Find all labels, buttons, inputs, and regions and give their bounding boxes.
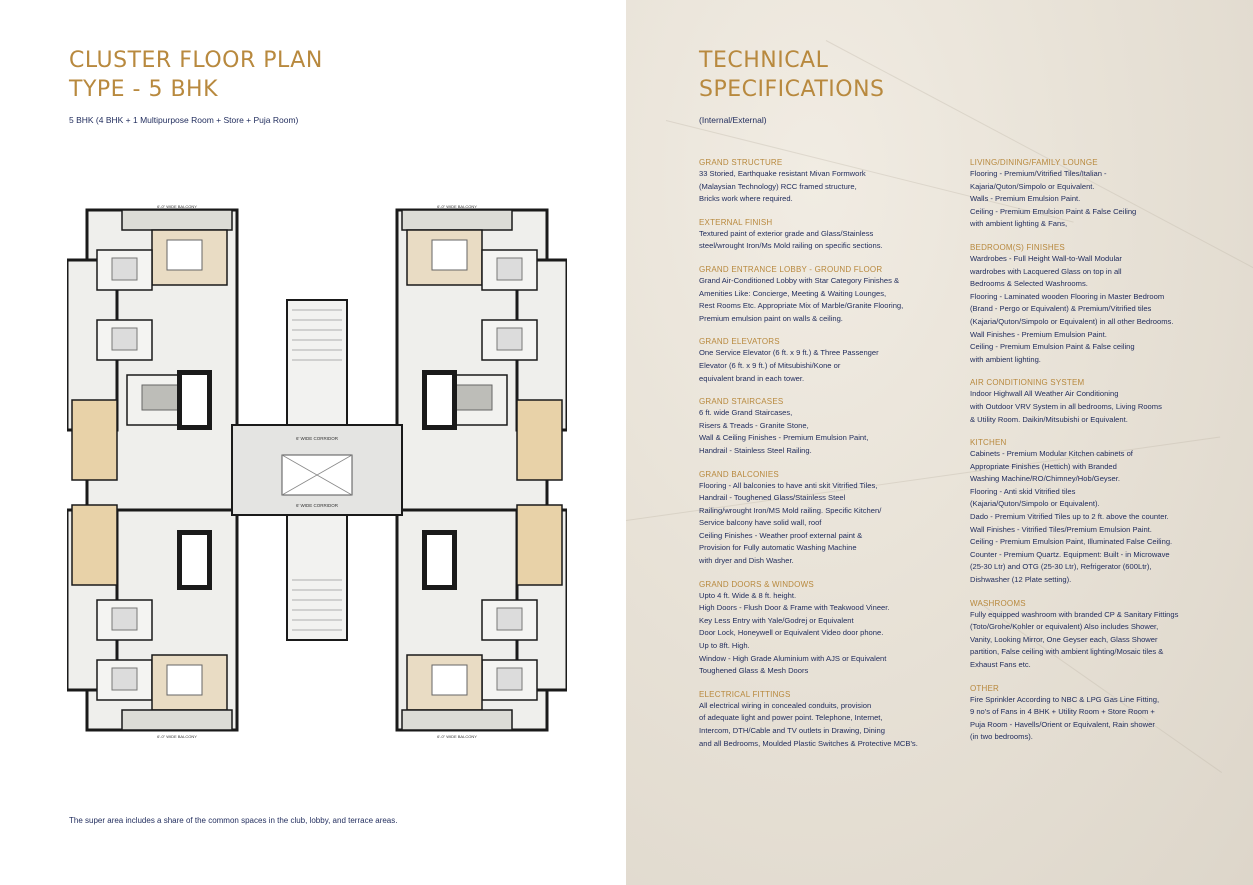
spec-section-living-dining-family-lounge bbox=[970, 158, 1210, 231]
floor-plan-title bbox=[69, 46, 323, 104]
spec-section-air-conditioning-system bbox=[970, 378, 1210, 426]
spec-line: of adequate light and power point. Telephone, Internet, bbox=[699, 713, 883, 723]
spec-column-right bbox=[970, 158, 1210, 756]
spec-line: Vanity, Looking Mirror, One Geyser each, Glass Shower bbox=[970, 634, 1158, 644]
spec-line: Service balcony have solid wall, roof bbox=[699, 518, 822, 528]
spec-line: Bricks work where required. bbox=[699, 194, 793, 204]
spec-line: Dado - Premium Vitrified Tiles up to 2 ft. above the counter. bbox=[970, 512, 1169, 522]
spec-line: Walls - Premium Emulsion Paint. bbox=[970, 194, 1081, 204]
spec-section-grand-entrance-lobby-ground-floor bbox=[699, 265, 939, 325]
unit-bottom-right bbox=[397, 505, 567, 730]
spec-line: Grand Air-Conditioned Lobby with Star Category Finishes & bbox=[699, 275, 900, 285]
spec-heading: GRAND ENTRANCE LOBBY - GROUND FLOOR bbox=[699, 264, 883, 274]
spec-line: Wardrobes - Full Height Wall-to-Wall Modular bbox=[970, 253, 1122, 263]
technical-subtitle: (Internal/External) bbox=[699, 115, 767, 125]
spec-line: Counter - Premium Quartz. Equipment: Built - in Microwave bbox=[970, 549, 1170, 559]
spec-section-bedroom-s-finishes bbox=[970, 243, 1210, 366]
spec-heading: AIR CONDITIONING SYSTEM bbox=[970, 378, 1085, 388]
spec-line: & Utility Room. Daikin/Mitsubishi or Equivalent. bbox=[970, 414, 1128, 424]
spec-section-other bbox=[970, 684, 1210, 744]
spec-line: with ambient lighting. bbox=[970, 354, 1041, 364]
spec-line: All electrical wiring in concealed conduits, provision bbox=[699, 700, 872, 710]
technical-title-line1: TECHNICAL bbox=[699, 48, 829, 73]
spec-heading: OTHER bbox=[970, 683, 999, 693]
spec-line: Cabinets - Premium Modular Kitchen cabinets of bbox=[970, 449, 1133, 459]
spec-line: equivalent brand in each tower. bbox=[699, 373, 805, 383]
spec-line: Ceiling - Premium Emulsion Paint & False Ceiling bbox=[970, 206, 1137, 216]
spec-line: (Kajaria/Quton/Simpolo or Equivalent). bbox=[970, 499, 1100, 509]
spec-section-electrical-fittings bbox=[699, 690, 939, 750]
spec-section-grand-structure bbox=[699, 158, 939, 206]
spec-line: Ceiling Finishes - Weather proof external paint & bbox=[699, 530, 863, 540]
spec-column-left bbox=[699, 158, 939, 762]
spec-heading: GRAND STAIRCASES bbox=[699, 397, 784, 407]
spec-heading: GRAND ELEVATORS bbox=[699, 337, 780, 347]
spec-line: Risers & Treads - Granite Stone, bbox=[699, 420, 809, 430]
spec-line: Handrail - Stainless Steel Railing. bbox=[699, 445, 812, 455]
spec-line: with ambient lighting & Fans, bbox=[970, 219, 1068, 229]
spec-line: with dryer and Dish Washer. bbox=[699, 556, 794, 566]
spec-line: Window - High Grade Aluminium with AJS or Equivalent bbox=[699, 653, 887, 663]
spec-line: Elevator (6 ft. x 9 ft.) of Mitsubishi/Kone or bbox=[699, 360, 841, 370]
spec-line: Key Less Entry with Yale/Godrej or Equivalent bbox=[699, 615, 854, 625]
spec-line: Upto 4 ft. Wide & 8 ft. height. bbox=[699, 590, 797, 600]
spec-line: Kajaria/Quton/Simpolo or Equivalent. bbox=[970, 181, 1095, 191]
balcony-label-top-left: 6'-0" WIDE BALCONY bbox=[157, 204, 197, 209]
spec-line: wardrobes with Lacquered Glass on top in all bbox=[970, 266, 1122, 276]
spec-section-washrooms bbox=[970, 599, 1210, 672]
technical-title bbox=[699, 46, 885, 104]
technical-specifications-page bbox=[626, 0, 1253, 885]
spec-line: Intercom, DTH/Cable and TV outlets in Drawing, Dining bbox=[699, 726, 885, 735]
spec-line: (in two bedrooms). bbox=[970, 732, 1033, 742]
super-area-footnote: The super area includes a share of the common spaces in the club, lobby, and terrace areas. bbox=[69, 816, 398, 825]
spec-line: Bedrooms & Selected Washrooms. bbox=[970, 279, 1088, 289]
spec-line: steel/wrought Iron/Ms Mold railing on specific sections. bbox=[699, 241, 883, 251]
spec-line: Fire Sprinkler According to NBC & LPG Gas Line Fitting, bbox=[970, 694, 1160, 704]
corridor-label-bottom: 6' WIDE CORRIDOR bbox=[295, 503, 339, 508]
spec-line: Puja Room - Havells/Orient or Equivalent, Rain shower bbox=[970, 719, 1155, 729]
central-core bbox=[232, 300, 402, 640]
spec-heading: GRAND BALCONIES bbox=[699, 469, 779, 479]
spec-line: Exhaust Fans etc. bbox=[970, 660, 1031, 669]
spec-line: Flooring - Laminated wooden Flooring in Master Bedroom bbox=[970, 291, 1165, 301]
spec-line: Flooring - Anti skid Vitrified tiles bbox=[970, 486, 1076, 496]
floor-plan-page bbox=[0, 0, 626, 885]
spec-section-external-finish bbox=[699, 218, 939, 253]
spec-section-grand-elevators bbox=[699, 337, 939, 385]
spec-line: (Toto/Grohe/Kohler or equivalent) Also includes Shower, bbox=[970, 622, 1159, 632]
spec-section-grand-balconies bbox=[699, 470, 939, 568]
spec-line: Textured paint of exterior grade and Glass/Stainless bbox=[699, 228, 874, 238]
spec-line: Wall Finishes - Premium Emulsion Paint. bbox=[970, 329, 1107, 339]
spec-heading: BEDROOM(S) FINISHES bbox=[970, 242, 1065, 252]
spec-heading: GRAND DOORS & WINDOWS bbox=[699, 579, 814, 589]
spec-line: Premium emulsion paint on walls & ceiling. bbox=[699, 313, 843, 323]
spec-heading: EXTERNAL FINISH bbox=[699, 217, 773, 227]
spec-line: Toughened Glass & Mesh Doors bbox=[699, 666, 809, 676]
spec-line: One Service Elevator (6 ft. x 9 ft.) & Three Passenger bbox=[699, 348, 879, 358]
spec-line: Flooring - Premium/Vitrified Tiles/Italian - bbox=[970, 169, 1107, 178]
spec-line: Wall & Ceiling Finishes - Premium Emulsion Paint, bbox=[699, 433, 869, 443]
balcony-label-top-right: 6'-0" WIDE BALCONY bbox=[437, 204, 477, 209]
unit-top-right bbox=[397, 210, 567, 540]
spec-line: (25-30 Ltr) and OTG (25-30 Ltr), Refrigerator (600Ltr), bbox=[970, 562, 1152, 572]
spec-section-grand-doors-windows bbox=[699, 580, 939, 678]
technical-title-line2: SPECIFICATIONS bbox=[699, 77, 885, 102]
spec-line: partition, False ceiling with ambient lighting/Mosaic tiles & bbox=[970, 647, 1164, 657]
balcony-label-bottom-left: 6'-0" WIDE BALCONY bbox=[157, 734, 197, 739]
spec-heading: KITCHEN bbox=[970, 438, 1007, 448]
spec-heading: GRAND STRUCTURE bbox=[699, 158, 783, 167]
unit-top-left bbox=[67, 210, 237, 540]
spec-line: Fully equipped washroom with branded CP & Sanitary Fittings bbox=[970, 609, 1179, 619]
spec-line: Up to 8ft. High. bbox=[699, 641, 750, 651]
cluster-floor-plan-drawing bbox=[67, 200, 567, 740]
spec-line: Provision for Fully automatic Washing Machine bbox=[699, 543, 857, 553]
spec-line: Rest Rooms Etc. Appropriate Mix of Marble/Granite Flooring, bbox=[699, 301, 904, 311]
spec-section-grand-staircases bbox=[699, 397, 939, 457]
balcony-label-bottom-right: 6'-0" WIDE BALCONY bbox=[437, 734, 477, 739]
spec-heading: WASHROOMS bbox=[970, 598, 1026, 608]
floor-plan-title-line1: CLUSTER FLOOR PLAN bbox=[69, 48, 323, 73]
spec-line: Appropriate Finishes (Hettich) with Branded bbox=[970, 461, 1117, 471]
spec-line: Washing Machine/RO/Chimney/Hob/Geyser. bbox=[970, 474, 1120, 484]
corridor-label-top: 6' WIDE CORRIDOR bbox=[295, 436, 339, 441]
spec-line: (Malaysian Technology) RCC framed structure, bbox=[699, 181, 857, 191]
spec-line: 33 Storied, Earthquake resistant Mivan Formwork bbox=[699, 169, 866, 178]
spec-line: and all Bedrooms, Moulded Plastic Switches & Protective MCB's. bbox=[699, 738, 918, 748]
spec-line: Wall Finishes - Vitrified Tiles/Premium Emulsion Paint. bbox=[970, 524, 1152, 534]
unit-bottom-left bbox=[67, 505, 237, 730]
spec-line: High Doors - Flush Door & Frame with Teakwood Vineer. bbox=[699, 603, 890, 613]
spec-heading: ELECTRICAL FITTINGS bbox=[699, 689, 791, 699]
spec-line: Amenities Like: Concierge, Meeting & Waiting Lounges, bbox=[699, 288, 887, 298]
spec-line: Ceiling - Premium Emulsion Paint & False ceiling bbox=[970, 342, 1135, 352]
spec-line: Flooring - All balconies to have anti skit Vitrified Tiles, bbox=[699, 480, 878, 490]
spec-heading: LIVING/DINING/FAMILY LOUNGE bbox=[970, 158, 1098, 167]
spec-line: (Kajaria/Quton/Simpolo or Equivalent) in all other Bedrooms. bbox=[970, 316, 1174, 326]
floor-plan-title-line2: TYPE - 5 BHK bbox=[69, 77, 219, 102]
spec-line: Door Lock, Honeywell or Equivalent Video door phone. bbox=[699, 628, 884, 638]
spec-line: Dishwasher (12 Plate setting). bbox=[970, 575, 1072, 585]
floor-plan-subtitle: 5 BHK (4 BHK + 1 Multipurpose Room + Store + Puja Room) bbox=[69, 115, 299, 125]
spec-line: (Brand - Pergo or Equivalent) & Premium/Vitrified tiles bbox=[970, 304, 1152, 314]
spec-line: 9 no's of Fans in 4 BHK + Utility Room + Store Room + bbox=[970, 707, 1155, 717]
spec-section-kitchen bbox=[970, 438, 1210, 587]
spec-line: Railing/wrought Iron/MS Mold railing. Specific Kitchen/ bbox=[699, 505, 882, 515]
spec-line: 6 ft. wide Grand Staircases, bbox=[699, 408, 793, 418]
spec-line: Indoor Highwall All Weather Air Conditioning bbox=[970, 389, 1119, 399]
spec-line: Handrail - Toughened Glass/Stainless Steel bbox=[699, 493, 846, 503]
spec-line: Ceiling - Premium Emulsion Paint, Illuminated False Ceiling. bbox=[970, 537, 1173, 547]
spec-line: with Outdoor VRV System in all bedrooms, Living Rooms bbox=[970, 401, 1162, 411]
